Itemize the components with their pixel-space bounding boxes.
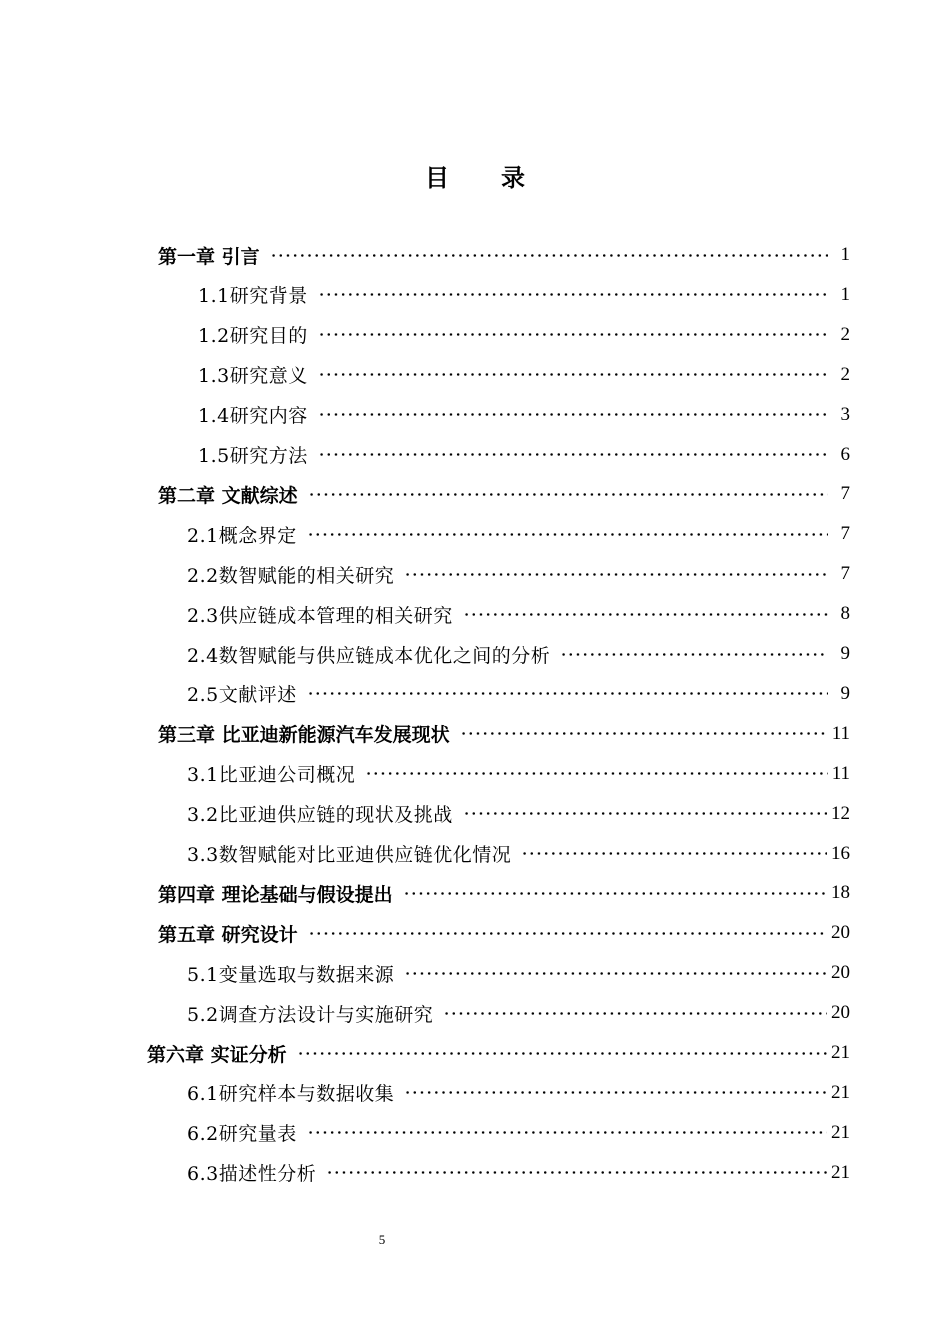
toc-entry-page: 9	[840, 682, 850, 704]
toc-dot-leader	[463, 812, 827, 815]
toc-entry-label: 6.3描述性分析	[187, 1163, 317, 1186]
toc-chapter-entry[interactable]	[158, 714, 850, 754]
toc-entry-page: 21	[831, 1042, 850, 1063]
toc-entry-label: 2.1概念界定	[187, 524, 297, 547]
toc-dot-leader	[308, 493, 828, 496]
toc-entry-page: 6	[840, 443, 850, 465]
toc-dot-leader	[365, 772, 827, 775]
toc-section-entry[interactable]	[187, 634, 850, 674]
toc-section-entry[interactable]	[187, 514, 850, 554]
toc-chapter-entry[interactable]	[158, 913, 850, 953]
toc-entry-label: 第三章 比亚迪新能源汽车发展现状	[158, 724, 450, 747]
toc-dot-leader	[404, 972, 827, 975]
toc-chapter-entry[interactable]	[158, 474, 850, 514]
toc-entry-label: 3.2比亚迪供应链的现状及挑战	[187, 804, 453, 827]
toc-title-char-1: 目	[425, 164, 449, 192]
toc-section-entry[interactable]	[198, 315, 850, 355]
toc-dot-leader	[463, 613, 828, 616]
toc-dot-leader	[270, 254, 828, 257]
toc-entry-page: 11	[831, 762, 850, 784]
toc-section-entry[interactable]	[187, 754, 850, 794]
toc-title	[0, 158, 950, 193]
toc-chapter-entry[interactable]	[158, 235, 850, 275]
toc-entry-label: 2.4数智赋能与供应链成本优化之间的分析	[187, 644, 551, 667]
toc-chapter-entry[interactable]	[147, 1033, 850, 1073]
toc-dot-leader	[318, 373, 828, 376]
toc-entry-page: 7	[840, 523, 850, 545]
toc-entry-page: 2	[840, 323, 850, 345]
toc-entry-label: 5.2调查方法设计与实施研究	[187, 1003, 434, 1026]
toc-dot-leader	[560, 653, 828, 656]
toc-title-char-2: 录	[501, 164, 525, 192]
toc-entry-label: 第二章 文献综述	[158, 484, 298, 507]
toc-section-entry[interactable]	[187, 993, 850, 1033]
toc-entry-page: 1	[840, 244, 850, 265]
toc-entry-page: 12	[831, 802, 850, 824]
toc-entry-label: 6.2研究量表	[187, 1123, 297, 1146]
toc-entry-label: 1.5研究方法	[198, 445, 308, 467]
toc-entry-label: 1.1研究背景	[198, 285, 308, 308]
toc-dot-leader	[404, 573, 828, 576]
toc-entry-page: 11	[831, 722, 850, 744]
page-number: 5	[378, 1232, 386, 1247]
toc-dot-leader	[403, 892, 827, 895]
toc-entry-page: 7	[840, 483, 850, 505]
toc-entry-page: 3	[840, 403, 850, 425]
toc-dot-leader	[307, 692, 828, 695]
toc-dot-leader	[404, 1091, 827, 1094]
toc-section-entry[interactable]	[187, 953, 850, 993]
toc-entry-page: 2	[840, 363, 850, 385]
toc-entry-page: 7	[840, 563, 850, 585]
toc-section-entry[interactable]	[187, 794, 850, 834]
toc-section-entry[interactable]	[198, 275, 850, 315]
toc-dot-leader	[521, 852, 827, 855]
toc-dot-leader	[318, 453, 828, 456]
toc-section-entry[interactable]	[187, 1153, 850, 1193]
toc-entry-page: 21	[831, 1081, 850, 1103]
toc-section-entry[interactable]	[187, 554, 850, 594]
toc-dot-leader	[318, 413, 828, 416]
toc-dot-leader	[443, 1012, 827, 1015]
toc-entry-page: 18	[831, 882, 850, 904]
toc-entry-label: 1.2研究目的	[198, 325, 308, 348]
toc-section-entry[interactable]	[187, 674, 850, 714]
toc-entry-page: 20	[831, 1002, 850, 1024]
toc-entry-label: 6.1研究样本与数据收集	[187, 1083, 395, 1106]
toc-entry-page: 20	[831, 922, 850, 944]
toc-section-entry[interactable]	[187, 1113, 850, 1153]
toc-entry-label: 2.5文献评述	[187, 684, 297, 707]
toc-section-entry[interactable]	[187, 834, 850, 874]
toc-entry-page: 1	[840, 283, 850, 305]
toc-entry-label: 1.3研究意义	[198, 365, 308, 388]
toc-entry-label: 第六章 实证分析	[147, 1043, 287, 1066]
toc-section-entry[interactable]	[187, 1073, 850, 1113]
toc-dot-leader	[460, 732, 828, 735]
toc-dot-leader	[318, 293, 828, 296]
toc-entry-page: 21	[831, 1161, 850, 1183]
toc-section-entry[interactable]	[187, 594, 850, 634]
toc-entry-label: 1.4研究内容	[198, 405, 308, 428]
toc-section-entry[interactable]	[198, 355, 850, 395]
toc-chapter-entry[interactable]	[158, 873, 850, 913]
toc-entry-page: 20	[831, 962, 850, 984]
toc-entry-label: 3.1比亚迪公司概况	[187, 764, 356, 787]
toc-entry-page: 9	[840, 643, 850, 664]
toc-dot-leader	[307, 533, 828, 536]
toc-section-entry[interactable]	[198, 395, 850, 435]
toc-dot-leader	[318, 333, 828, 336]
toc-entry-page: 16	[831, 842, 850, 864]
toc-dot-leader	[307, 1131, 827, 1134]
toc-entry-page: 8	[840, 603, 850, 625]
toc-dot-leader	[326, 1171, 827, 1174]
toc-dot-leader	[308, 932, 827, 935]
toc-section-entry[interactable]	[198, 435, 850, 475]
toc-entry-page: 21	[831, 1121, 850, 1143]
toc-entry-label: 3.3数智赋能对比亚迪供应链优化情况	[187, 844, 512, 866]
toc-entry-label: 第五章 研究设计	[158, 923, 298, 946]
toc-entry-label: 5.1变量选取与数据来源	[187, 963, 395, 986]
toc-entry-label: 第四章 理论基础与假设提出	[158, 883, 393, 906]
toc-entry-label: 第一章 引言	[158, 245, 260, 268]
toc-entry-label: 2.3供应链成本管理的相关研究	[187, 604, 453, 627]
toc-dot-leader	[297, 1052, 827, 1055]
toc-entry-label: 2.2数智赋能的相关研究	[187, 564, 395, 587]
